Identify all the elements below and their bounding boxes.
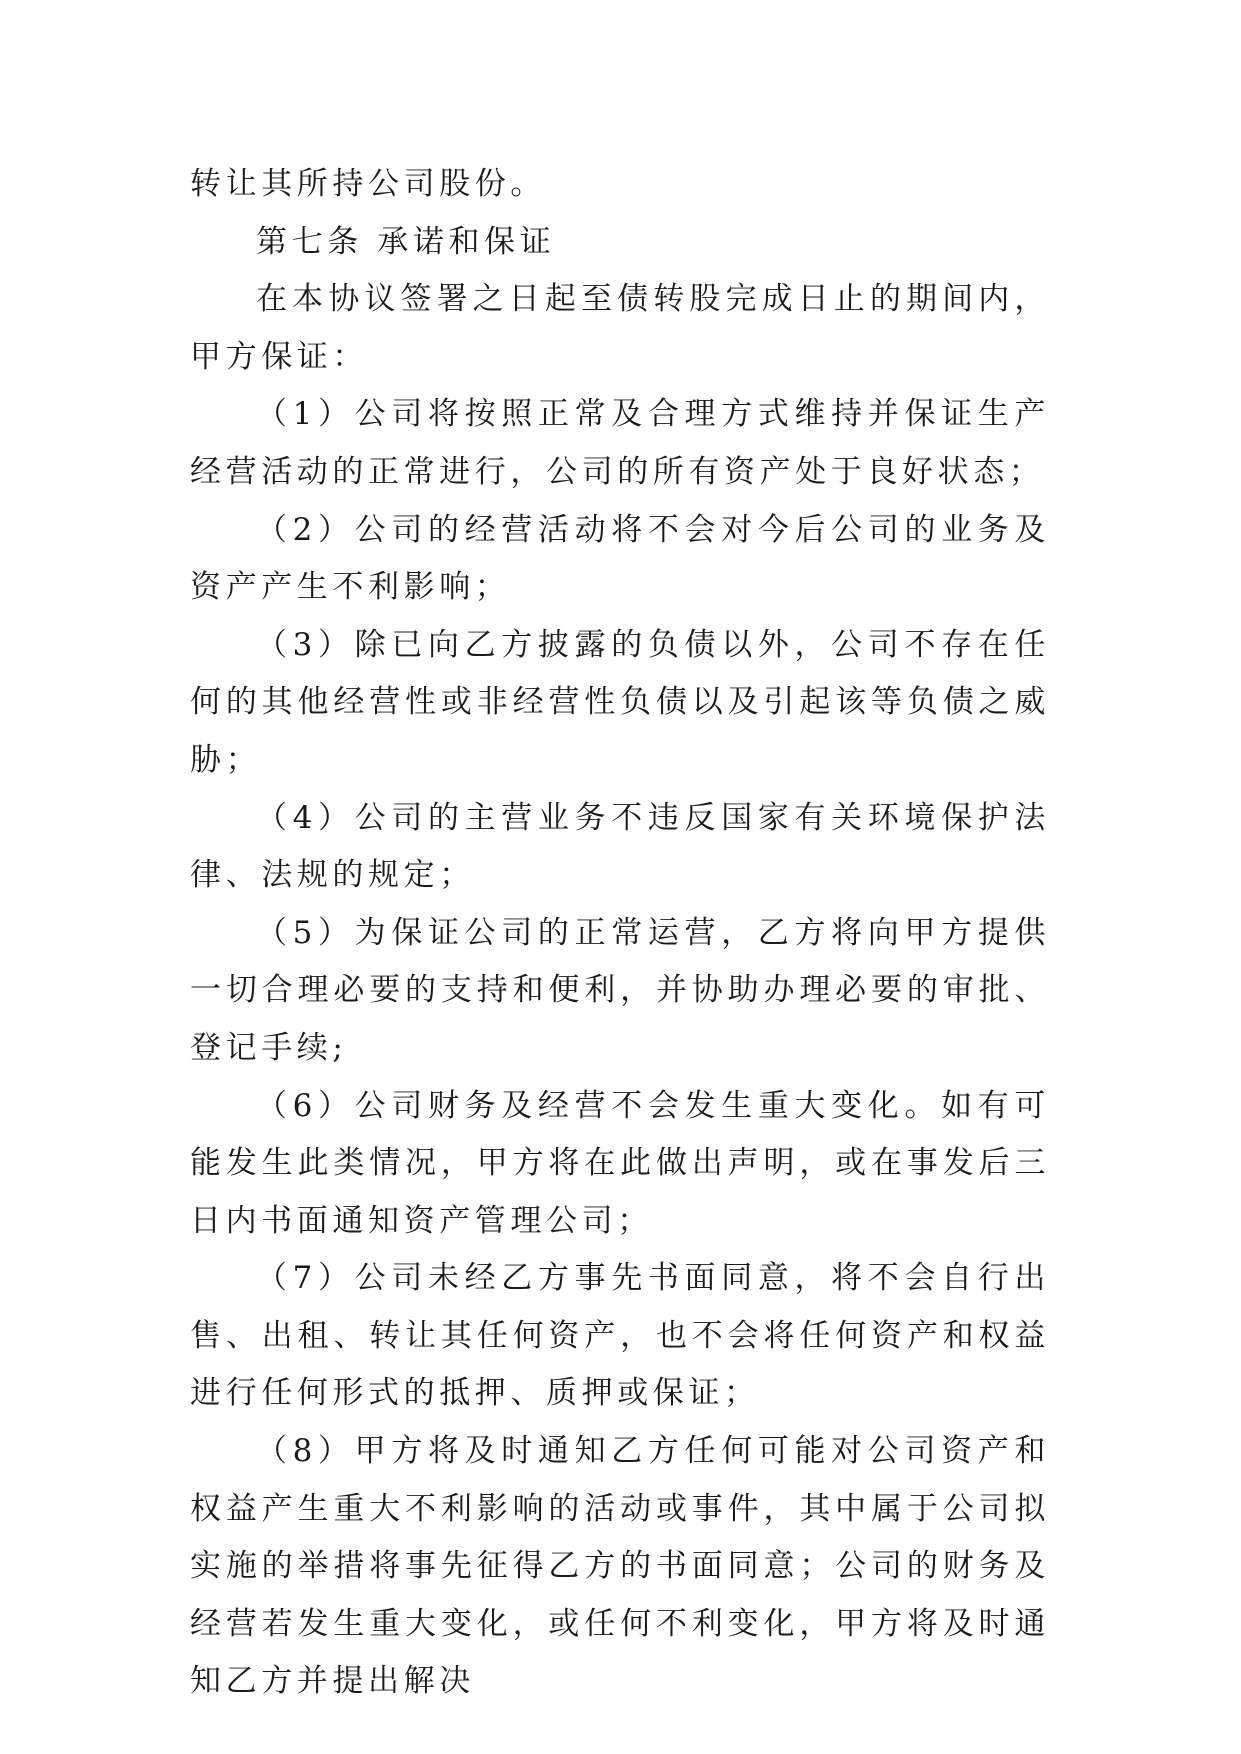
clause-item-6: （6）公司财务及经营不会发生重大变化。如有可能发生此类情况，甲方将在此做出声明，或在事发后三日内书面通知资产管理公司； xyxy=(190,1087,1050,1239)
document-body xyxy=(190,156,1050,1711)
clause-item-2: （2）公司的经营活动将不会对今后公司的业务及资产产生不利影响； xyxy=(190,511,1050,606)
paragraph-intro: 在本协议签署之日起至债转股完成日止的期间内，甲方保证： xyxy=(190,281,1050,375)
article-heading: 第七条 承诺和保证 xyxy=(256,223,556,260)
clause-item-7: （7）公司未经乙方事先书面同意，将不会自行出售、出租、转让其任何资产，也不会将任何资产和权益进行任何形式的抵押、质押或保证； xyxy=(190,1260,1050,1412)
clause-item-3: （3）除已向乙方披露的负债以外，公司不存在任何的其他经营性或非经营性负债以及引起该等负债之威胁； xyxy=(190,626,1050,778)
clause-item-1: （1）公司将按照正常及合理方式维持并保证生产经营活动的正常进行，公司的所有资产处于良好状态； xyxy=(190,396,1050,490)
clause-item-8: （8）甲方将及时通知乙方任何可能对公司资产和权益产生重大不利影响的活动或事件，其中属于公司拟实施的举措将事先征得乙方的书面同意；公司的财务及经营若发生重大变化，或任何不利变化，甲方将及时通知乙方并提出解决 xyxy=(190,1433,1050,1700)
paragraph-continuation: 转让其所持公司股份。 xyxy=(190,166,546,202)
clause-item-4: （4）公司的主营业务不违反国家有关环境保护法律、法规的规定； xyxy=(190,799,1050,894)
clause-item-5: （5）为保证公司的正常运营，乙方将向甲方提供一切合理必要的支持和便利，并协助办理必要的审批、登记手续; xyxy=(190,914,1050,1066)
